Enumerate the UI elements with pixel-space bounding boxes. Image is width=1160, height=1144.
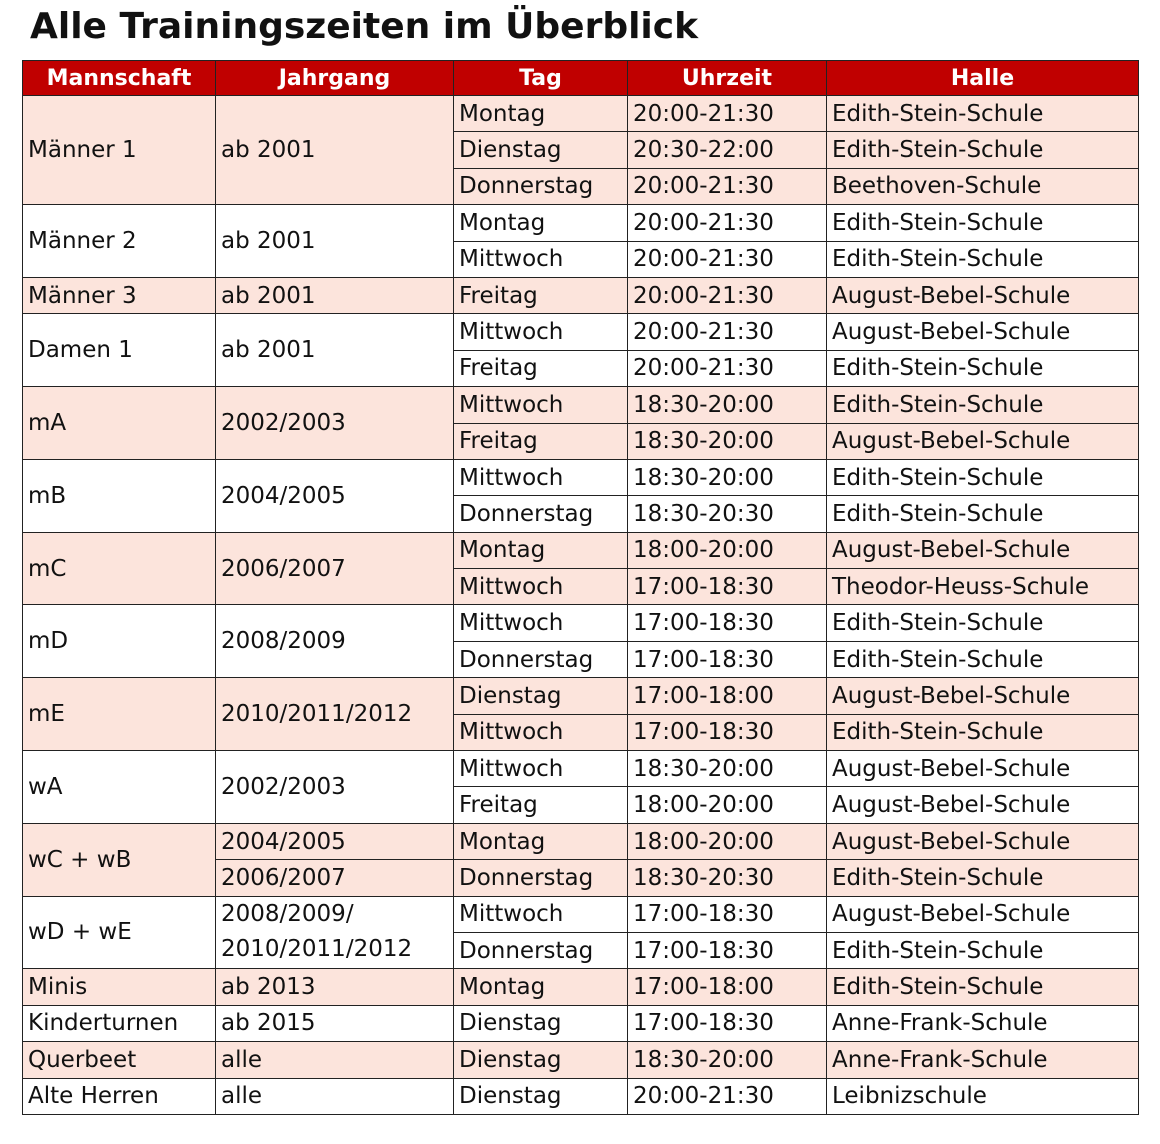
table-header-row bbox=[23, 61, 1139, 96]
halle-cell: August-Bebel-Schule bbox=[827, 678, 1139, 714]
team-name-cell: mE bbox=[23, 678, 216, 751]
table-row bbox=[23, 277, 1139, 313]
uhrzeit-cell: 18:30-20:00 bbox=[628, 423, 827, 459]
halle-cell: Leibnizschule bbox=[827, 1078, 1139, 1114]
team-name-cell: Kinderturnen bbox=[23, 1005, 216, 1041]
table-row bbox=[23, 387, 1139, 423]
tag-cell: Mittwoch bbox=[454, 751, 628, 787]
halle-cell: Edith-Stein-Schule bbox=[827, 860, 1139, 896]
uhrzeit-cell: 17:00-18:30 bbox=[628, 641, 827, 677]
halle-cell: August-Bebel-Schule bbox=[827, 896, 1139, 932]
tag-cell: Mittwoch bbox=[454, 387, 628, 423]
halle-cell: Edith-Stein-Schule bbox=[827, 496, 1139, 532]
tag-cell: Mittwoch bbox=[454, 605, 628, 641]
tag-cell: Mittwoch bbox=[454, 241, 628, 277]
tag-cell: Dienstag bbox=[454, 132, 628, 168]
tag-cell: Montag bbox=[454, 969, 628, 1005]
uhrzeit-cell: 20:00-21:30 bbox=[628, 168, 827, 204]
tag-cell: Mittwoch bbox=[454, 569, 628, 605]
uhrzeit-cell: 18:30-20:30 bbox=[628, 860, 827, 896]
halle-cell: August-Bebel-Schule bbox=[827, 423, 1139, 459]
halle-cell: Beethoven-Schule bbox=[827, 168, 1139, 204]
halle-cell: Edith-Stein-Schule bbox=[827, 605, 1139, 641]
team-name-cell: mD bbox=[23, 605, 216, 678]
jahrgang-cell: 2004/2005 bbox=[216, 823, 454, 859]
uhrzeit-cell: 18:00-20:00 bbox=[628, 787, 827, 823]
jahrgang-cell: alle bbox=[216, 1042, 454, 1078]
team-name-cell: mA bbox=[23, 387, 216, 460]
tag-cell: Montag bbox=[454, 205, 628, 241]
header-halle: Halle bbox=[827, 61, 1139, 96]
jahrgang-cell: 2002/2003 bbox=[216, 387, 454, 460]
tag-cell: Mittwoch bbox=[454, 896, 628, 932]
halle-cell: Theodor-Heuss-Schule bbox=[827, 569, 1139, 605]
halle-cell: Edith-Stein-Schule bbox=[827, 932, 1139, 968]
tag-cell: Donnerstag bbox=[454, 932, 628, 968]
halle-cell: Edith-Stein-Schule bbox=[827, 387, 1139, 423]
table-row bbox=[23, 1005, 1139, 1041]
tag-cell: Donnerstag bbox=[454, 860, 628, 896]
uhrzeit-cell: 20:00-21:30 bbox=[628, 314, 827, 350]
halle-cell: August-Bebel-Schule bbox=[827, 314, 1139, 350]
tag-cell: Donnerstag bbox=[454, 496, 628, 532]
team-name-cell: Alte Herren bbox=[23, 1078, 216, 1114]
halle-cell: Edith-Stein-Schule bbox=[827, 205, 1139, 241]
team-name-cell: mC bbox=[23, 532, 216, 605]
halle-cell: Edith-Stein-Schule bbox=[827, 641, 1139, 677]
uhrzeit-cell: 20:00-21:30 bbox=[628, 1078, 827, 1114]
team-name-cell: wA bbox=[23, 751, 216, 824]
table-row bbox=[23, 605, 1139, 641]
uhrzeit-cell: 18:00-20:00 bbox=[628, 823, 827, 859]
header-uhrzeit: Uhrzeit bbox=[628, 61, 827, 96]
table-row bbox=[23, 96, 1139, 132]
tag-cell: Freitag bbox=[454, 423, 628, 459]
team-name-cell: wD + wE bbox=[23, 896, 216, 969]
uhrzeit-cell: 17:00-18:30 bbox=[628, 896, 827, 932]
header-jahrgang: Jahrgang bbox=[216, 61, 454, 96]
halle-cell: Edith-Stein-Schule bbox=[827, 350, 1139, 386]
table-row bbox=[23, 896, 1139, 932]
uhrzeit-cell: 17:00-18:30 bbox=[628, 605, 827, 641]
table-row bbox=[23, 1078, 1139, 1114]
jahrgang-cell: ab 2001 bbox=[216, 205, 454, 278]
halle-cell: August-Bebel-Schule bbox=[827, 277, 1139, 313]
uhrzeit-cell: 17:00-18:30 bbox=[628, 714, 827, 750]
uhrzeit-cell: 20:00-21:30 bbox=[628, 350, 827, 386]
table-row bbox=[23, 678, 1139, 714]
jahrgang-cell: 2008/2009 bbox=[216, 605, 454, 678]
halle-cell: Edith-Stein-Schule bbox=[827, 96, 1139, 132]
uhrzeit-cell: 20:00-21:30 bbox=[628, 96, 827, 132]
halle-cell: Anne-Frank-Schule bbox=[827, 1042, 1139, 1078]
halle-cell: August-Bebel-Schule bbox=[827, 532, 1139, 568]
team-name-cell: wC + wB bbox=[23, 823, 216, 896]
team-name-cell: Männer 2 bbox=[23, 205, 216, 278]
table-row bbox=[23, 205, 1139, 241]
jahrgang-cell: 2010/2011/2012 bbox=[216, 678, 454, 751]
jahrgang-cell: alle bbox=[216, 1078, 454, 1114]
page-title: Alle Trainingszeiten im Überblick bbox=[30, 6, 699, 47]
jahrgang-cell: 2006/2007 bbox=[216, 532, 454, 605]
table-row bbox=[23, 969, 1139, 1005]
jahrgang-cell: ab 2001 bbox=[216, 96, 454, 205]
halle-cell: Edith-Stein-Schule bbox=[827, 714, 1139, 750]
training-schedule-table bbox=[22, 60, 1139, 1115]
tag-cell: Freitag bbox=[454, 277, 628, 313]
halle-cell: August-Bebel-Schule bbox=[827, 823, 1139, 859]
uhrzeit-cell: 20:30-22:00 bbox=[628, 132, 827, 168]
uhrzeit-cell: 18:30-20:00 bbox=[628, 1042, 827, 1078]
team-name-cell: Minis bbox=[23, 969, 216, 1005]
halle-cell: Edith-Stein-Schule bbox=[827, 132, 1139, 168]
header-mannschaft: Mannschaft bbox=[23, 61, 216, 96]
team-name-cell: Damen 1 bbox=[23, 314, 216, 387]
halle-cell: August-Bebel-Schule bbox=[827, 787, 1139, 823]
team-name-cell: mB bbox=[23, 459, 216, 532]
tag-cell: Dienstag bbox=[454, 678, 628, 714]
jahrgang-cell: 2002/2003 bbox=[216, 751, 454, 824]
uhrzeit-cell: 17:00-18:30 bbox=[628, 1005, 827, 1041]
jahrgang-cell: ab 2001 bbox=[216, 277, 454, 313]
table-row bbox=[23, 1042, 1139, 1078]
tag-cell: Freitag bbox=[454, 350, 628, 386]
header-tag: Tag bbox=[454, 61, 628, 96]
uhrzeit-cell: 20:00-21:30 bbox=[628, 241, 827, 277]
uhrzeit-cell: 17:00-18:30 bbox=[628, 569, 827, 605]
tag-cell: Freitag bbox=[454, 787, 628, 823]
tag-cell: Dienstag bbox=[454, 1078, 628, 1114]
uhrzeit-cell: 18:30-20:00 bbox=[628, 459, 827, 495]
halle-cell: August-Bebel-Schule bbox=[827, 751, 1139, 787]
uhrzeit-cell: 17:00-18:30 bbox=[628, 932, 827, 968]
tag-cell: Montag bbox=[454, 96, 628, 132]
table-body bbox=[23, 96, 1139, 1115]
jahrgang-cell: 2004/2005 bbox=[216, 459, 454, 532]
jahrgang-cell: ab 2013 bbox=[216, 969, 454, 1005]
tag-cell: Mittwoch bbox=[454, 459, 628, 495]
tag-cell: Dienstag bbox=[454, 1005, 628, 1041]
team-name-cell: Querbeet bbox=[23, 1042, 216, 1078]
table-row bbox=[23, 751, 1139, 787]
table-row bbox=[23, 459, 1139, 495]
uhrzeit-cell: 18:30-20:00 bbox=[628, 387, 827, 423]
tag-cell: Mittwoch bbox=[454, 714, 628, 750]
jahrgang-cell: 2008/2009/ 2010/2011/2012 bbox=[216, 896, 454, 969]
uhrzeit-cell: 18:00-20:00 bbox=[628, 532, 827, 568]
uhrzeit-cell: 18:30-20:30 bbox=[628, 496, 827, 532]
team-name-cell: Männer 3 bbox=[23, 277, 216, 313]
table-row bbox=[23, 823, 1139, 859]
tag-cell: Mittwoch bbox=[454, 314, 628, 350]
table-row bbox=[23, 532, 1139, 568]
jahrgang-cell: ab 2001 bbox=[216, 314, 454, 387]
halle-cell: Edith-Stein-Schule bbox=[827, 459, 1139, 495]
tag-cell: Dienstag bbox=[454, 1042, 628, 1078]
tag-cell: Donnerstag bbox=[454, 168, 628, 204]
table-row bbox=[23, 314, 1139, 350]
tag-cell: Montag bbox=[454, 823, 628, 859]
uhrzeit-cell: 20:00-21:30 bbox=[628, 205, 827, 241]
jahrgang-cell: ab 2015 bbox=[216, 1005, 454, 1041]
tag-cell: Donnerstag bbox=[454, 641, 628, 677]
uhrzeit-cell: 17:00-18:00 bbox=[628, 969, 827, 1005]
jahrgang-cell: 2006/2007 bbox=[216, 860, 454, 896]
halle-cell: Edith-Stein-Schule bbox=[827, 241, 1139, 277]
uhrzeit-cell: 18:30-20:00 bbox=[628, 751, 827, 787]
team-name-cell: Männer 1 bbox=[23, 96, 216, 205]
halle-cell: Anne-Frank-Schule bbox=[827, 1005, 1139, 1041]
halle-cell: Edith-Stein-Schule bbox=[827, 969, 1139, 1005]
uhrzeit-cell: 20:00-21:30 bbox=[628, 277, 827, 313]
uhrzeit-cell: 17:00-18:00 bbox=[628, 678, 827, 714]
tag-cell: Montag bbox=[454, 532, 628, 568]
